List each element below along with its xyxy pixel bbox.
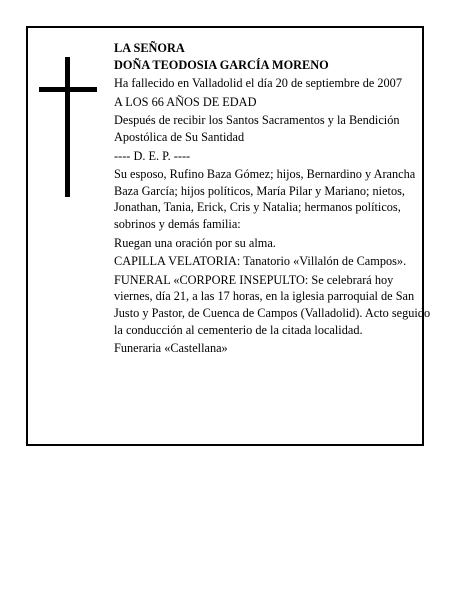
chapel-info: CAPILLA VELATORIA: Tanatorio «Villalón de Campos». <box>114 254 407 269</box>
age-at-death: A LOS 66 AÑOS DE EDAD <box>114 94 257 109</box>
funeral-info: FUNERAL «CORPORE INSEPULTO: Se celebrará hoy viernes, día 21, a las 17 horas, en la iglesia parroquial de San Justo y Pastor, de Cuenca de Campos (Valladolid). Acto seguido la conducción al cementerio de la citada localidad. <box>114 272 431 337</box>
family-list: Su esposo, Rufino Baza Gómez; hijos, Bernardino y Arancha Baza García; hijos políticos, María Pilar y Mariano; nietos, Jonathan, Tania, Erick, Cris y Natalia; hermanos políticos, sobrinos y demás familia: <box>114 167 416 231</box>
death-announcement: Ha fallecido en Valladolid el día 20 de septiembre de 2007 <box>114 76 402 91</box>
cross-vertical-bar <box>65 57 70 197</box>
deceased-name: DOÑA TEODOSIA GARCÍA MORENO <box>114 57 329 72</box>
sacraments-text: Después de recibir los Santos Sacramentos y la Bendición Apostólica de Su Santidad <box>114 113 400 144</box>
cross-horizontal-bar <box>39 87 97 92</box>
prayer-request: Ruegan una oración por su alma. <box>114 235 276 250</box>
funeral-home: Funeraria «Castellana» <box>114 341 228 356</box>
notice-title: LA SEÑORA <box>114 41 185 55</box>
obituary-notice <box>26 26 431 446</box>
rip-text: ---- D. E. P. ---- <box>114 148 191 163</box>
notice-body <box>114 40 432 359</box>
